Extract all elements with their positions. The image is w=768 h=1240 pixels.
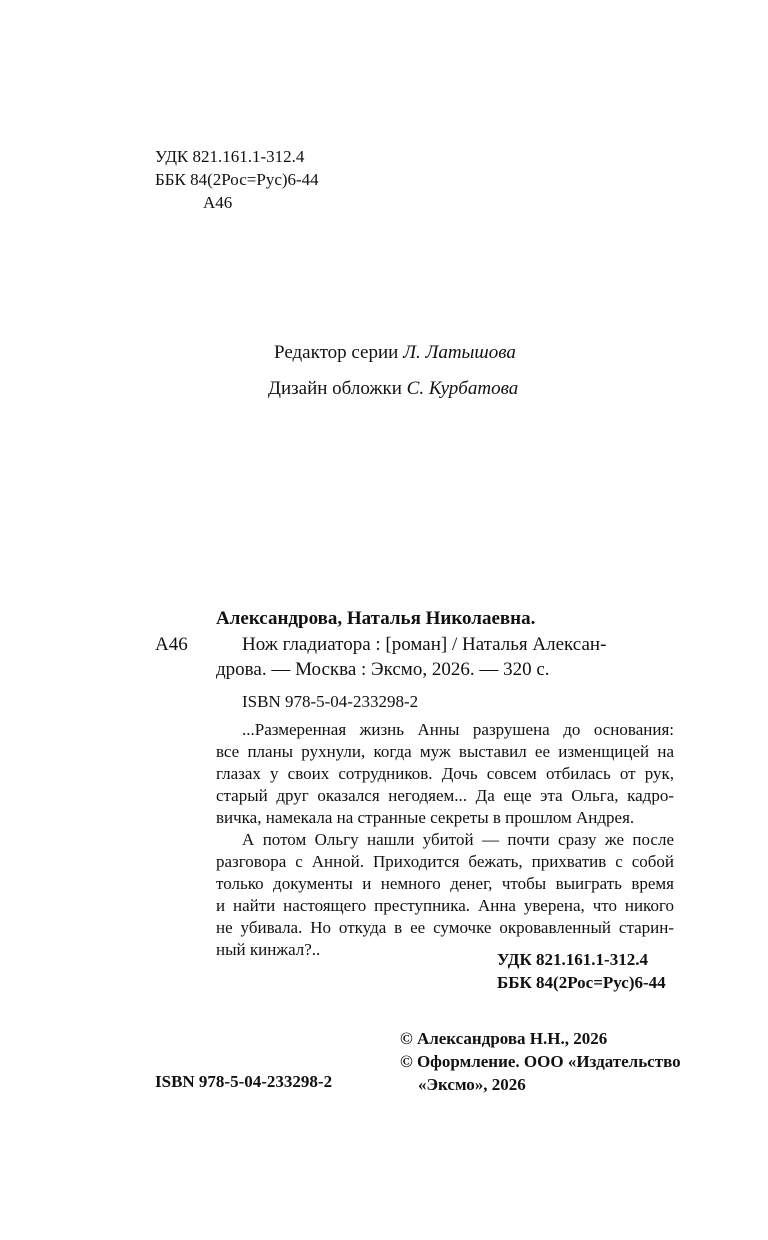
annotation-paragraph [216,829,674,961]
annotation-line: глазах у своих сотрудников. Дочь совсем отбилась от рук, [216,764,674,783]
series-editor-name: Л. Латышова [403,342,516,363]
footer-isbn: ISBN 978-5-04-233298-2 [155,1072,333,1091]
cover-designer-line [268,376,518,402]
copyright-author: © Александрова Н.Н., 2026 [400,1029,608,1048]
annotation-line: ный кинжал?.. [216,940,321,959]
series-editor-label: Редактор серии [274,342,399,363]
annotation-line: только документы и немного денег, чтобы выиграть время [216,874,674,893]
annotation-line: разговора с Анной. Приходится бежать, прихватив с собой [216,852,674,871]
annotation-line: вичка, намекала на странные секреты в прошлом Андрея. [216,808,635,827]
copyright-design: © Оформление. ООО «Издательство [400,1052,681,1071]
catalog-title-line: дрова. — Москва : Эксмо, 2026. — 320 с. [216,659,550,680]
cover-designer-name: С. Курбатова [406,378,519,399]
catalog-isbn: ISBN 978-5-04-233298-2 [242,692,419,711]
annotation-line: ...Размеренная жизнь Анны разрушена до основания: [242,720,674,739]
udk-code: УДК 821.161.1-312.4 [155,147,305,166]
catalog-title-line: Нож гладиатора : [роман] / Наталья Алексан- [242,634,607,655]
catalog-author-mark: А46 [155,634,188,655]
annotation-line: все планы рухнули, когда муж выставил ее изменщицей на [216,742,674,761]
annotation-paragraph [216,719,674,829]
author-mark: А46 [203,193,233,212]
series-editor-line [274,340,516,366]
annotation-line: старый друг оказался негодяем... Да еще эта Ольга, кадро- [216,786,674,805]
cover-designer-label: Дизайн обложки [268,378,402,399]
annotation-line: А потом Ольгу нашли убитой — почти сразу же после [242,830,674,849]
bbk-code: ББК 84(2Рос=Рус)6-44 [155,170,319,189]
annotation-line: не убивала. Но откуда в ее сумочке окровавленный старин- [216,918,674,937]
copyright-design-publisher: «Эксмо», 2026 [418,1075,526,1094]
annotation-line: и найти настоящего преступника. Анна уверена, что никого [216,896,674,915]
catalog-author-heading: Александрова, Наталья Николаевна. [216,608,536,629]
footer-bbk-code: ББК 84(2Рос=Рус)6-44 [497,973,666,992]
footer-udk-code: УДК 821.161.1-312.4 [497,950,648,969]
